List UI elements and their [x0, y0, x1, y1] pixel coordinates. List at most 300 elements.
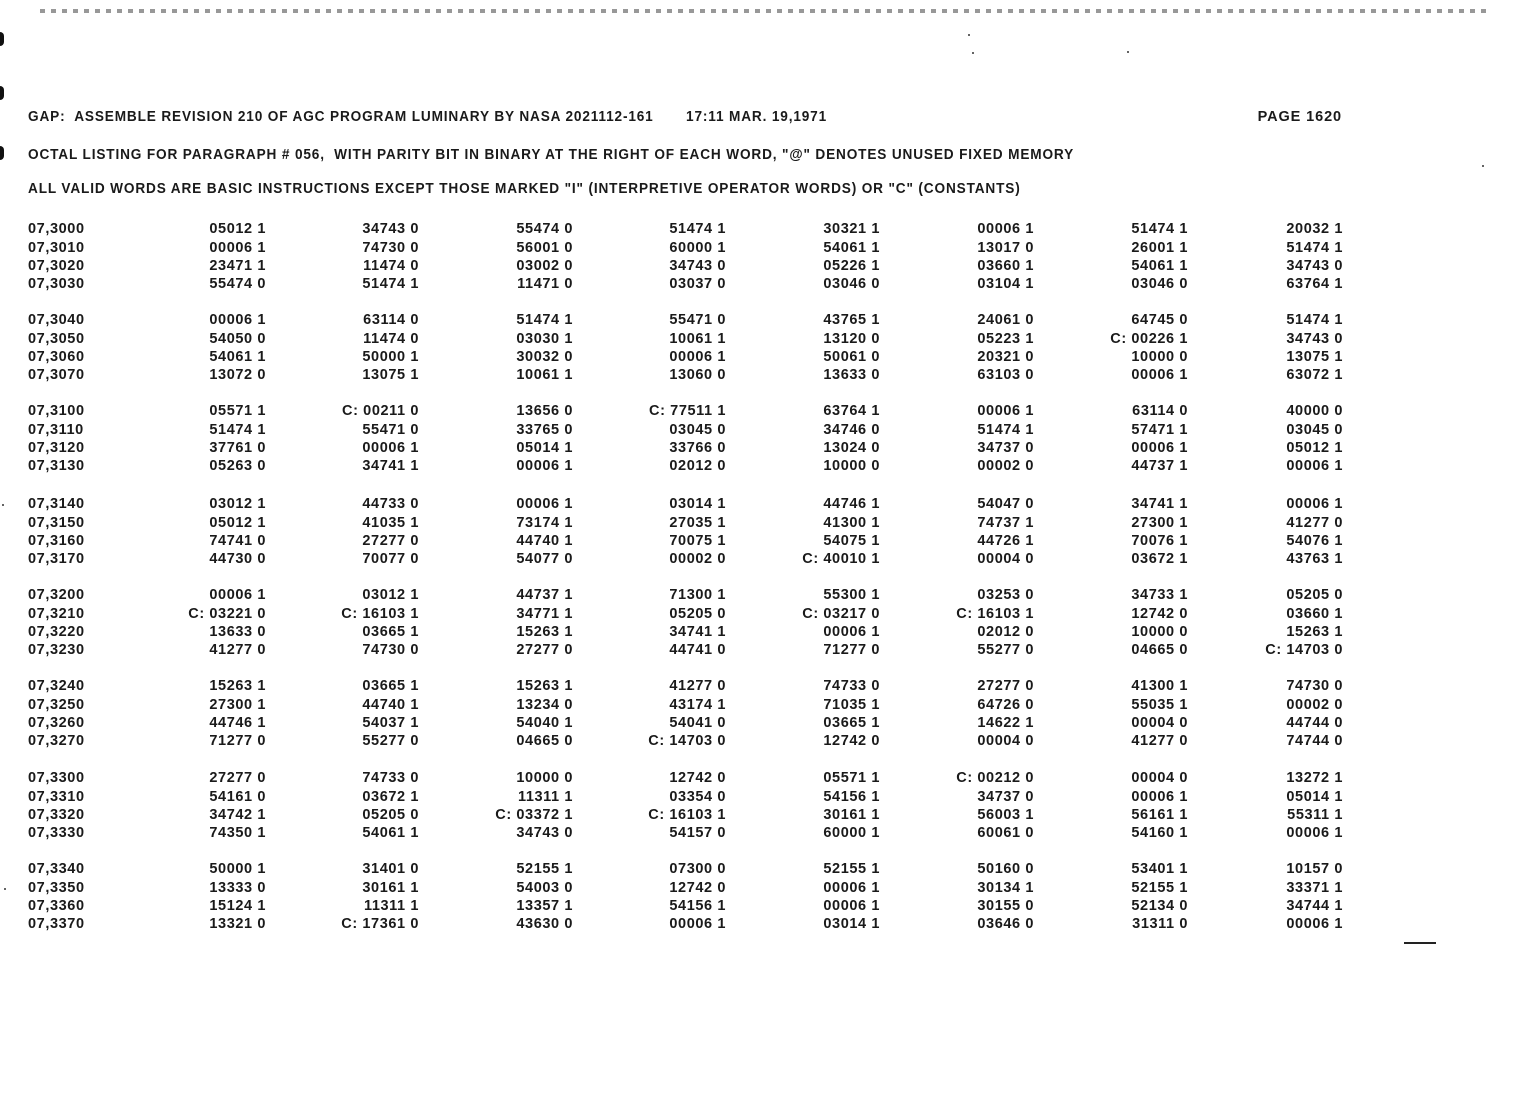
- octal-word-cell: 03002 0: [516, 258, 573, 274]
- octal-word-cell: 00006 1: [516, 458, 573, 474]
- octal-word-cell: 54156 1: [823, 789, 880, 805]
- octal-word-cell: 34733 1: [1131, 587, 1188, 603]
- octal-word-cell: 34743 0: [1286, 331, 1343, 347]
- address-cell: 07,3270: [28, 733, 85, 749]
- octal-word-cell: 70075 1: [669, 533, 726, 549]
- octal-word-cell: 03660 1: [977, 258, 1034, 274]
- octal-word-cell: 34737 0: [977, 440, 1034, 456]
- octal-word-cell: 00004 0: [977, 551, 1034, 567]
- octal-word-cell: 03253 0: [977, 587, 1034, 603]
- address-cell: 07,3340: [28, 861, 85, 877]
- octal-word-cell: 05014 1: [516, 440, 573, 456]
- octal-word-cell: 00002 0: [669, 551, 726, 567]
- octal-word-cell: 30161 1: [362, 880, 419, 896]
- octal-word-cell: 30321 1: [823, 221, 880, 237]
- address-cell: 07,3220: [28, 624, 85, 640]
- address-cell: 07,3160: [28, 533, 85, 549]
- octal-word-cell: 27300 1: [209, 697, 266, 713]
- octal-word-cell: 12742 0: [669, 770, 726, 786]
- octal-word-cell: 74741 0: [209, 533, 266, 549]
- address-cell: 07,3300: [28, 770, 85, 786]
- address-cell: 07,3070: [28, 367, 85, 383]
- octal-word-cell: 54061 1: [1131, 258, 1188, 274]
- octal-word-cell: 54040 1: [516, 715, 573, 731]
- listing-row: [0, 732, 1530, 750]
- octal-word-cell: 33766 0: [669, 440, 726, 456]
- margin-hole-mark: [0, 146, 4, 160]
- octal-word-cell: 41300 1: [823, 515, 880, 531]
- listing-row: [0, 897, 1530, 915]
- octal-word-cell: 44740 1: [362, 697, 419, 713]
- octal-word-cell: 54050 0: [209, 331, 266, 347]
- address-cell: 07,3360: [28, 898, 85, 914]
- octal-word-cell: 13357 1: [516, 898, 573, 914]
- octal-word-cell: 44741 0: [669, 642, 726, 658]
- octal-word-cell: 03012 1: [209, 496, 266, 512]
- octal-word-cell: 27277 0: [209, 770, 266, 786]
- octal-word-cell: 03646 0: [977, 916, 1034, 932]
- octal-word-cell: 27277 0: [362, 533, 419, 549]
- octal-word-cell: 50160 0: [977, 861, 1034, 877]
- octal-word-cell: 12742 0: [823, 733, 880, 749]
- listing-row: [0, 806, 1530, 824]
- octal-word-cell: 10000 0: [1131, 624, 1188, 640]
- print-speck: [1482, 165, 1484, 167]
- print-speck: [972, 52, 974, 54]
- octal-word-cell: 52155 1: [1131, 880, 1188, 896]
- assembly-header: GAP: ASSEMBLE REVISION 210 OF AGC PROGRAM LUMINARY BY NASA 2021112-161 17:11 MAR. 19,1971: [28, 109, 828, 125]
- octal-word-cell: 52155 1: [823, 861, 880, 877]
- octal-word-cell: 74730 0: [1286, 678, 1343, 694]
- octal-word-cell: 10061 1: [669, 331, 726, 347]
- octal-word-cell: 03665 1: [362, 624, 419, 640]
- listing-row: [0, 879, 1530, 897]
- address-cell: 07,3210: [28, 606, 85, 622]
- octal-word-cell: 00002 0: [1286, 697, 1343, 713]
- octal-word-cell: 51474 1: [977, 422, 1034, 438]
- octal-word-cell: 56003 1: [977, 807, 1034, 823]
- octal-word-cell: 41277 0: [209, 642, 266, 658]
- octal-word-cell: 00006 1: [1286, 496, 1343, 512]
- listing-row: [0, 366, 1530, 384]
- octal-word-cell: 43765 1: [823, 312, 880, 328]
- octal-word-cell: 03104 1: [977, 276, 1034, 292]
- octal-word-cell: 64745 0: [1131, 312, 1188, 328]
- octal-word-cell: 55300 1: [823, 587, 880, 603]
- listing-description: OCTAL LISTING FOR PARAGRAPH # 056, WITH PARITY BIT IN BINARY AT THE RIGHT OF EACH WORD, "@" DENOTES UNUSED FIXED MEMORY: [28, 147, 1075, 163]
- octal-word-cell: 44726 1: [977, 533, 1034, 549]
- octal-word-cell: 11311 1: [363, 898, 419, 914]
- listing-row: [0, 495, 1530, 513]
- octal-word-cell: 33765 0: [516, 422, 573, 438]
- octal-word-cell: 13333 0: [209, 880, 266, 896]
- octal-word-cell: 54061 1: [823, 240, 880, 256]
- listing-row: [0, 330, 1530, 348]
- octal-word-cell: 74350 1: [209, 825, 266, 841]
- octal-word-cell: 55035 1: [1131, 697, 1188, 713]
- octal-word-cell: 03045 0: [1286, 422, 1343, 438]
- address-cell: 07,3350: [28, 880, 85, 896]
- octal-word-cell: 54076 1: [1286, 533, 1343, 549]
- octal-word-cell: 55277 0: [977, 642, 1034, 658]
- octal-word-cell: 44746 1: [209, 715, 266, 731]
- octal-word-cell: 05263 0: [209, 458, 266, 474]
- octal-word-cell: 00006 1: [823, 624, 880, 640]
- octal-word-cell: 07300 0: [669, 861, 726, 877]
- constant-word-cell: C: 03221 0: [188, 606, 266, 622]
- octal-word-cell: 11471 0: [517, 276, 573, 292]
- octal-word-cell: 71277 0: [209, 733, 266, 749]
- octal-word-cell: 05012 1: [209, 221, 266, 237]
- octal-word-cell: 00006 1: [669, 916, 726, 932]
- octal-word-cell: 03046 0: [823, 276, 880, 292]
- address-cell: 07,3030: [28, 276, 85, 292]
- octal-word-cell: 03030 1: [516, 331, 573, 347]
- octal-word-cell: 13633 0: [209, 624, 266, 640]
- octal-word-cell: 50000 1: [362, 349, 419, 365]
- octal-word-cell: 13633 0: [823, 367, 880, 383]
- octal-word-cell: 03037 0: [669, 276, 726, 292]
- printer-perforation-strip: [40, 9, 1490, 13]
- octal-word-cell: 34737 0: [977, 789, 1034, 805]
- octal-word-cell: 20321 0: [977, 349, 1034, 365]
- instruction-legend: ALL VALID WORDS ARE BASIC INSTRUCTIONS EXCEPT THOSE MARKED "I" (INTERPRETIVE OPERATOR WORDS) OR "C" (CONSTANTS): [28, 181, 1021, 197]
- octal-word-cell: 51474 1: [1131, 221, 1188, 237]
- octal-word-cell: 52134 0: [1131, 898, 1188, 914]
- listing-row: [0, 824, 1530, 842]
- octal-word-cell: 55471 0: [669, 312, 726, 328]
- page-number: PAGE 1620: [1257, 109, 1342, 125]
- octal-word-cell: 34741 1: [362, 458, 419, 474]
- octal-word-cell: 11474 0: [363, 258, 419, 274]
- octal-word-cell: 71300 1: [669, 587, 726, 603]
- octal-word-cell: 63764 1: [1286, 276, 1343, 292]
- octal-word-cell: 44730 0: [209, 551, 266, 567]
- octal-word-cell: 34741 1: [1131, 496, 1188, 512]
- octal-word-cell: 74737 1: [977, 515, 1034, 531]
- octal-word-cell: 54061 1: [209, 349, 266, 365]
- octal-word-cell: 00006 1: [1286, 825, 1343, 841]
- address-cell: 07,3370: [28, 916, 85, 932]
- octal-word-cell: 57471 1: [1131, 422, 1188, 438]
- octal-word-cell: 34743 0: [516, 825, 573, 841]
- address-cell: 07,3040: [28, 312, 85, 328]
- octal-word-cell: 13321 0: [209, 916, 266, 932]
- octal-word-cell: 43174 1: [669, 697, 726, 713]
- octal-word-cell: 34741 1: [669, 624, 726, 640]
- octal-word-cell: 00006 1: [209, 587, 266, 603]
- octal-word-cell: 02012 0: [977, 624, 1034, 640]
- octal-word-cell: 55311 1: [1287, 807, 1343, 823]
- octal-word-cell: 05571 1: [209, 403, 266, 419]
- octal-word-cell: 00006 1: [1286, 458, 1343, 474]
- octal-word-cell: 00006 1: [977, 403, 1034, 419]
- octal-word-cell: 54047 0: [977, 496, 1034, 512]
- address-cell: 07,3330: [28, 825, 85, 841]
- octal-word-cell: 00006 1: [1131, 367, 1188, 383]
- octal-word-cell: 34743 0: [1286, 258, 1343, 274]
- octal-word-cell: 10000 0: [823, 458, 880, 474]
- listing-row: [0, 641, 1530, 659]
- octal-word-cell: 54161 0: [209, 789, 266, 805]
- octal-word-cell: 13272 1: [1286, 770, 1343, 786]
- address-cell: 07,3100: [28, 403, 85, 419]
- octal-word-cell: 10061 1: [516, 367, 573, 383]
- octal-word-cell: 53401 1: [1131, 861, 1188, 877]
- address-cell: 07,3150: [28, 515, 85, 531]
- octal-word-cell: 51474 1: [209, 422, 266, 438]
- octal-word-cell: 44740 1: [516, 533, 573, 549]
- octal-word-cell: 13120 0: [823, 331, 880, 347]
- address-cell: 07,3320: [28, 807, 85, 823]
- listing-row: [0, 421, 1530, 439]
- octal-word-cell: 13075 1: [1286, 349, 1343, 365]
- octal-word-cell: 54157 0: [669, 825, 726, 841]
- octal-word-cell: 05226 1: [823, 258, 880, 274]
- octal-word-cell: 23471 1: [209, 258, 266, 274]
- address-cell: 07,3250: [28, 697, 85, 713]
- octal-word-cell: 34742 1: [209, 807, 266, 823]
- octal-word-cell: 41300 1: [1131, 678, 1188, 694]
- octal-word-cell: 60000 1: [669, 240, 726, 256]
- listing-row: [0, 788, 1530, 806]
- octal-word-cell: 10157 0: [1286, 861, 1343, 877]
- octal-word-cell: 41277 0: [1131, 733, 1188, 749]
- octal-word-cell: 11311 1: [517, 789, 573, 805]
- octal-word-cell: 13234 0: [516, 697, 573, 713]
- listing-row: [0, 586, 1530, 604]
- octal-word-cell: 00006 1: [516, 496, 573, 512]
- listing-row: [0, 275, 1530, 293]
- octal-word-cell: 10000 0: [1131, 349, 1188, 365]
- listing-row: [0, 402, 1530, 420]
- octal-word-cell: 03045 0: [669, 422, 726, 438]
- octal-word-cell: 05012 1: [1286, 440, 1343, 456]
- address-cell: 07,3200: [28, 587, 85, 603]
- address-cell: 07,3170: [28, 551, 85, 567]
- octal-word-cell: 64726 0: [977, 697, 1034, 713]
- octal-word-cell: 51474 1: [1286, 312, 1343, 328]
- octal-word-cell: 03665 1: [362, 678, 419, 694]
- address-cell: 07,3010: [28, 240, 85, 256]
- octal-word-cell: 63114 0: [1132, 403, 1188, 419]
- octal-word-cell: 13656 0: [516, 403, 573, 419]
- constant-word-cell: C: 00212 0: [956, 770, 1034, 786]
- octal-word-cell: 60000 1: [823, 825, 880, 841]
- constant-word-cell: C: 77511 1: [649, 403, 726, 419]
- constant-word-cell: C: 14703 0: [1265, 642, 1343, 658]
- octal-word-cell: 54061 1: [362, 825, 419, 841]
- print-speck: [1127, 51, 1129, 53]
- octal-word-cell: 56161 1: [1131, 807, 1188, 823]
- octal-word-cell: 71277 0: [823, 642, 880, 658]
- octal-word-cell: 05223 1: [977, 331, 1034, 347]
- listing-row: [0, 550, 1530, 568]
- octal-word-cell: 00006 1: [209, 312, 266, 328]
- octal-word-cell: 71035 1: [823, 697, 880, 713]
- octal-word-cell: 34746 0: [823, 422, 880, 438]
- octal-word-cell: 12742 0: [669, 880, 726, 896]
- octal-word-cell: 03672 1: [1131, 551, 1188, 567]
- octal-word-cell: 41035 1: [362, 515, 419, 531]
- octal-word-cell: 05205 0: [1286, 587, 1343, 603]
- octal-word-cell: 55277 0: [362, 733, 419, 749]
- octal-word-cell: 74733 0: [823, 678, 880, 694]
- address-cell: 07,3140: [28, 496, 85, 512]
- octal-word-cell: 33371 1: [1286, 880, 1343, 896]
- octal-word-cell: 13072 0: [209, 367, 266, 383]
- address-cell: 07,3000: [28, 221, 85, 237]
- octal-word-cell: 13024 0: [823, 440, 880, 456]
- octal-word-cell: 13017 0: [977, 240, 1034, 256]
- octal-word-cell: 52155 1: [516, 861, 573, 877]
- octal-word-cell: 54077 0: [516, 551, 573, 567]
- octal-word-cell: 44737 1: [516, 587, 573, 603]
- octal-word-cell: 00006 1: [362, 440, 419, 456]
- margin-hole-mark: [0, 32, 4, 46]
- octal-word-cell: 30032 0: [516, 349, 573, 365]
- octal-word-cell: 51474 1: [362, 276, 419, 292]
- octal-word-cell: 54156 1: [669, 898, 726, 914]
- address-cell: 07,3130: [28, 458, 85, 474]
- constant-word-cell: C: 16103 1: [341, 606, 419, 622]
- octal-word-cell: 02012 0: [669, 458, 726, 474]
- octal-word-cell: 31311 0: [1132, 916, 1188, 932]
- octal-word-cell: 03354 0: [669, 789, 726, 805]
- constant-word-cell: C: 16103 1: [956, 606, 1034, 622]
- octal-word-cell: 03014 1: [669, 496, 726, 512]
- octal-word-cell: 63114 0: [363, 312, 419, 328]
- octal-word-cell: 54075 1: [823, 533, 880, 549]
- octal-word-cell: 54160 1: [1131, 825, 1188, 841]
- octal-word-cell: 13060 0: [669, 367, 726, 383]
- octal-word-cell: 63072 1: [1286, 367, 1343, 383]
- octal-word-cell: 12742 0: [1131, 606, 1188, 622]
- octal-word-cell: 03014 1: [823, 916, 880, 932]
- octal-word-cell: 54041 0: [669, 715, 726, 731]
- octal-word-cell: 74733 0: [362, 770, 419, 786]
- octal-word-cell: 44744 0: [1286, 715, 1343, 731]
- octal-word-cell: 00002 0: [977, 458, 1034, 474]
- octal-word-cell: 10000 0: [516, 770, 573, 786]
- octal-word-cell: 41277 0: [1286, 515, 1343, 531]
- octal-word-cell: 05205 0: [669, 606, 726, 622]
- octal-word-cell: 40000 0: [1286, 403, 1343, 419]
- octal-word-cell: 27035 1: [669, 515, 726, 531]
- octal-word-cell: 70076 1: [1131, 533, 1188, 549]
- octal-word-cell: 04665 0: [516, 733, 573, 749]
- octal-word-cell: 54037 1: [362, 715, 419, 731]
- octal-word-cell: 27277 0: [516, 642, 573, 658]
- listing-row: [0, 696, 1530, 714]
- address-cell: 07,3050: [28, 331, 85, 347]
- address-cell: 07,3230: [28, 642, 85, 658]
- listing-row: [0, 439, 1530, 457]
- octal-word-cell: 05014 1: [1286, 789, 1343, 805]
- octal-word-cell: 00006 1: [823, 898, 880, 914]
- octal-word-cell: 34743 0: [362, 221, 419, 237]
- octal-word-cell: 15124 1: [209, 898, 266, 914]
- listing-row: [0, 257, 1530, 275]
- octal-word-cell: 13075 1: [362, 367, 419, 383]
- octal-word-cell: 51474 1: [669, 221, 726, 237]
- octal-word-cell: 56001 0: [516, 240, 573, 256]
- octal-word-cell: 44733 0: [362, 496, 419, 512]
- octal-word-cell: 03672 1: [362, 789, 419, 805]
- listing-row: [0, 220, 1530, 238]
- octal-word-cell: 03012 1: [362, 587, 419, 603]
- address-cell: 07,3120: [28, 440, 85, 456]
- address-cell: 07,3110: [28, 422, 84, 438]
- listing-row: [0, 714, 1530, 732]
- constant-word-cell: C: 00211 0: [342, 403, 419, 419]
- constant-word-cell: C: 03217 0: [802, 606, 880, 622]
- address-cell: 07,3020: [28, 258, 85, 274]
- octal-word-cell: 03660 1: [1286, 606, 1343, 622]
- octal-word-cell: 44746 1: [823, 496, 880, 512]
- octal-word-cell: 44737 1: [1131, 458, 1188, 474]
- octal-word-cell: 50000 1: [209, 861, 266, 877]
- octal-word-cell: 55471 0: [362, 422, 419, 438]
- octal-word-cell: 30155 0: [977, 898, 1034, 914]
- octal-word-cell: 27277 0: [977, 678, 1034, 694]
- octal-word-cell: 15263 1: [516, 678, 573, 694]
- octal-word-cell: 00004 0: [977, 733, 1034, 749]
- listing-row: [0, 311, 1530, 329]
- address-cell: 07,3310: [28, 789, 85, 805]
- octal-word-cell: 03665 1: [823, 715, 880, 731]
- octal-word-cell: 03046 0: [1131, 276, 1188, 292]
- listing-row: [0, 605, 1530, 623]
- octal-word-cell: 14622 1: [977, 715, 1034, 731]
- constant-word-cell: C: 00226 1: [1110, 331, 1188, 347]
- octal-word-cell: 26001 1: [1131, 240, 1188, 256]
- octal-word-cell: 74730 0: [362, 642, 419, 658]
- octal-word-cell: 00004 0: [1131, 770, 1188, 786]
- octal-word-cell: 00006 1: [1286, 916, 1343, 932]
- octal-word-cell: 11474 0: [363, 331, 419, 347]
- listing-row: [0, 677, 1530, 695]
- listing-row: [0, 623, 1530, 641]
- constant-word-cell: C: 40010 1: [802, 551, 880, 567]
- octal-word-cell: 27300 1: [1131, 515, 1188, 531]
- listing-row: [0, 915, 1530, 933]
- octal-word-cell: 15263 1: [516, 624, 573, 640]
- octal-word-cell: 00006 1: [209, 240, 266, 256]
- address-cell: 07,3060: [28, 349, 85, 365]
- octal-word-cell: 50061 0: [823, 349, 880, 365]
- octal-word-cell: 73174 1: [516, 515, 573, 531]
- margin-hole-mark: [0, 86, 4, 100]
- octal-word-cell: 63764 1: [823, 403, 880, 419]
- octal-word-cell: 05205 0: [362, 807, 419, 823]
- octal-word-cell: 43763 1: [1286, 551, 1343, 567]
- octal-word-cell: 74744 0: [1286, 733, 1343, 749]
- constant-word-cell: C: 03372 1: [495, 807, 573, 823]
- margin-rule-mark: [1404, 942, 1436, 944]
- listing-row: [0, 514, 1530, 532]
- octal-word-cell: 63103 0: [977, 367, 1034, 383]
- octal-word-cell: 05012 1: [209, 515, 266, 531]
- octal-word-cell: 34743 0: [669, 258, 726, 274]
- octal-word-cell: 60061 0: [977, 825, 1034, 841]
- listing-row: [0, 457, 1530, 475]
- listing-row: [0, 532, 1530, 550]
- octal-word-cell: 15263 1: [1286, 624, 1343, 640]
- octal-word-cell: 70077 0: [362, 551, 419, 567]
- octal-word-cell: 05571 1: [823, 770, 880, 786]
- octal-word-cell: 55474 0: [209, 276, 266, 292]
